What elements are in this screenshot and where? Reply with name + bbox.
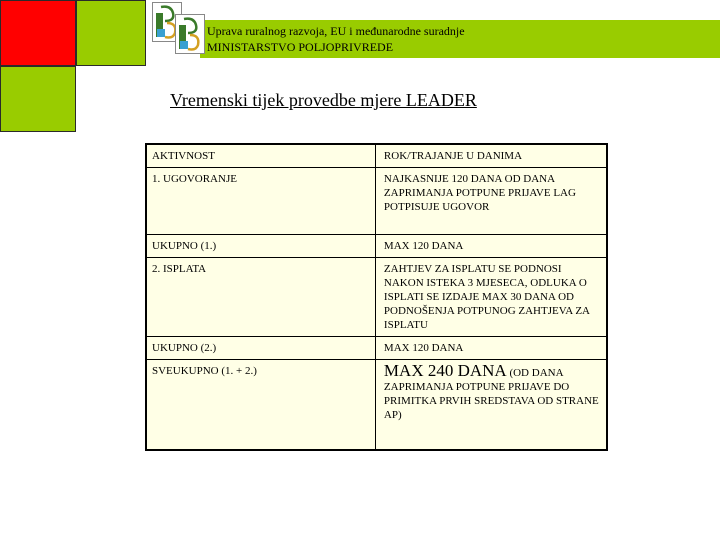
deadline-cell: NAJKASNIJE 120 DANA OD DANA ZAPRIMANJA POTPUNE PRIJAVE LAG POTPISUJE UGOVOR [375,168,607,235]
activity-cell: UKUPNO (1.) [146,235,375,258]
table-row [146,360,607,450]
deadline-cell [375,360,607,450]
activity-cell: SVEUKUPNO (1. + 2.) [146,360,375,450]
corner-block-green-left [0,66,76,132]
leader-logo-icon [175,14,205,54]
activity-cell: UKUPNO (2.) [146,337,375,360]
table-row [146,337,607,360]
total-max-days: MAX 240 DANA [383,361,507,380]
timeline-table [145,143,608,451]
page-title: Vremenski tijek provedbe mjere LEADER [170,90,477,110]
corner-block-red [0,0,76,66]
deadline-cell: ZAHTJEV ZA ISPLATU SE PODNOSI NAKON ISTEKA 3 MJESECA, ODLUKA O ISPLATI SE IZDAJE MAX 30 DANA OD PODNOŠENJA POTPUNOG ZAHTJEVA ZA ISPLATU [375,258,607,337]
activity-cell: 1. UGOVORANJE [146,168,375,235]
org-name-line2: MINISTARSTVO POLJOPRIVREDE [207,40,394,54]
deadline-cell: MAX 120 DANA [375,337,607,360]
table-header-row [146,144,607,168]
table-row [146,168,607,235]
deadline-cell: MAX 120 DANA [375,235,607,258]
corner-block-green-top [76,0,146,66]
header-cell-activity: AKTIVNOST [146,144,375,168]
table-row [146,235,607,258]
header-cell-deadline: ROK/TRAJANJE U DANIMA [375,144,607,168]
table-row [146,258,607,337]
total-note: (OD DANA ZAPRIMANJA POTPUNE PRIJAVE DO PRIMITKA PRVIH SREDSTAVA OD STRANE AP) [383,367,599,421]
activity-cell: 2. ISPLATA [146,258,375,337]
org-name-line1: Uprava ruralnog razvoja, EU i međunarodne suradnje [207,24,465,38]
